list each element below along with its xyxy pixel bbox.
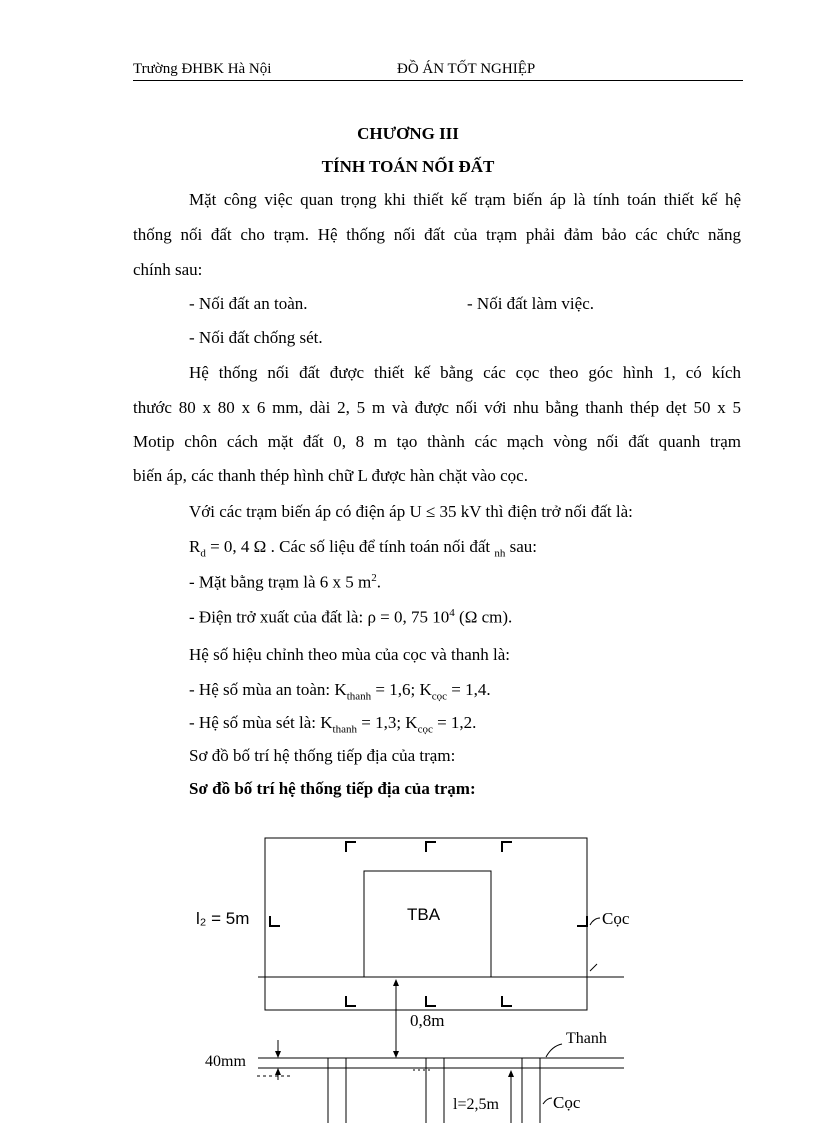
coef-light-end: = 1,2.: [432, 713, 477, 732]
design-line-1: Hệ thống nối đất được thiết kế bằng các cọc theo góc hình 1, có kích: [189, 363, 741, 382]
r-sub: d: [200, 547, 206, 560]
coc-leader-bottom: [543, 1098, 552, 1104]
r-symbol: R: [189, 537, 201, 556]
coef-light-mid: = 1,3; K: [356, 713, 418, 732]
design-line-3: Motip chôn cách mặt đất 0, 8 m tạo thành các mạch vòng nối đất quanh trạm: [133, 432, 741, 451]
function-safe: - Nối đất an toàn.: [189, 294, 308, 313]
coef-intro: Hệ số hiệu chỉnh theo mùa của cọc và thanh là:: [189, 645, 510, 664]
pile-length-label: l=2,5m: [453, 1096, 499, 1113]
r-tail-sub: nh: [494, 547, 506, 560]
function-lightning: - Nối đất chống sét.: [189, 328, 323, 347]
pile-top-2: [426, 842, 436, 852]
area-sup: 2: [371, 572, 377, 584]
pile-bottom-3: [502, 996, 512, 1006]
layout-caption: Sơ đồ bố trí hệ thống tiếp địa của trạm:: [189, 746, 456, 765]
pile-bottom-2: [426, 996, 436, 1006]
chapter-number: CHƯƠNG III: [357, 124, 459, 143]
area-text: - Mặt bằng trạm là 6 x 5 m: [189, 572, 372, 592]
r-tail: sau:: [505, 537, 537, 556]
coef-safe-sub1: thanh: [346, 690, 372, 703]
bar-dim-head-bottom: [275, 1068, 281, 1075]
header-school: Trường ĐHBK Hà Nội: [133, 61, 272, 77]
coc-label-top: Cọc: [602, 909, 630, 928]
depth-arrow-top: [393, 979, 399, 986]
tba-box: [364, 871, 491, 977]
resistance-line-1: Với các trạm biến áp có điện áp U ≤ 35 kV thì điện trở nối đất là:: [189, 502, 633, 521]
depth-label: 0,8m: [410, 1011, 445, 1030]
rho-end: (Ω cm).: [454, 607, 513, 627]
design-line-4: biến áp, các thanh thép hình chữ L được hàn chặt vào cọc.: [133, 466, 528, 485]
coef-safe-sub2: cọc: [431, 690, 447, 703]
coef-light-prefix: - Hệ số mùa sét là: K: [189, 713, 333, 732]
rho-sup: 4: [449, 607, 455, 619]
intro-line-1: Mặt công việc quan trọng khi thiết kế trạm biến áp là tính toán thiết kế hệ: [189, 190, 741, 209]
intro-line-3: chính sau:: [133, 260, 203, 279]
pile-bottom-1: [346, 996, 356, 1006]
tba-label: TBA: [407, 905, 441, 924]
coc-label-bottom: Cọc: [553, 1093, 581, 1112]
station-boundary: [265, 838, 587, 1010]
pile-right: [577, 916, 587, 926]
pile-left: [270, 916, 280, 926]
intro-line-2: thống nối đất cho trạm. Hệ thống nối đất của trạm phải đảm bảo các chức năng: [133, 225, 741, 244]
coef-light-sub1: thanh: [332, 723, 357, 736]
coef-light-sub2: cọc: [417, 723, 433, 736]
function-work: - Nối đất làm việc.: [467, 294, 594, 313]
pile-top-1: [346, 842, 356, 852]
layout-caption-bold: Sơ đồ bố trí hệ thống tiếp địa của trạm:: [189, 779, 476, 798]
bar-leader: [546, 1044, 562, 1057]
depth-arrow-bottom: [393, 1051, 399, 1058]
bar-label: Thanh: [566, 1030, 607, 1047]
bar-width-label: 40mm: [205, 1053, 246, 1070]
coc-leader-top: [590, 918, 600, 925]
width-label: l₂ = 5m: [196, 909, 250, 928]
pile-length-arrow: [508, 1070, 514, 1077]
area-end: .: [376, 572, 381, 592]
coef-safe-prefix: - Hệ số mùa an toàn: K: [189, 680, 347, 699]
chapter-title: TÍNH TOÁN NỐI ĐẤT: [321, 157, 495, 176]
coef-safe-end: = 1,4.: [447, 680, 491, 699]
coef-safe-mid: = 1,6; K: [371, 680, 432, 699]
r-value: = 0, 4 Ω . Các số liệu để tính toán nối đất: [205, 537, 491, 556]
rho-text: - Điện trở xuất của đất là: ρ = 0, 75 10: [189, 607, 450, 627]
ground-tick: [590, 964, 597, 971]
design-line-2: thước 80 x 80 x 6 mm, dài 2, 5 m và được nối với nhu bằng thanh thép dẹt 50 x 5: [133, 398, 741, 417]
header-title: ĐỒ ÁN TỐT NGHIỆP: [397, 61, 536, 77]
bar-dim-head-top: [275, 1051, 281, 1058]
pile-top-3: [502, 842, 512, 852]
